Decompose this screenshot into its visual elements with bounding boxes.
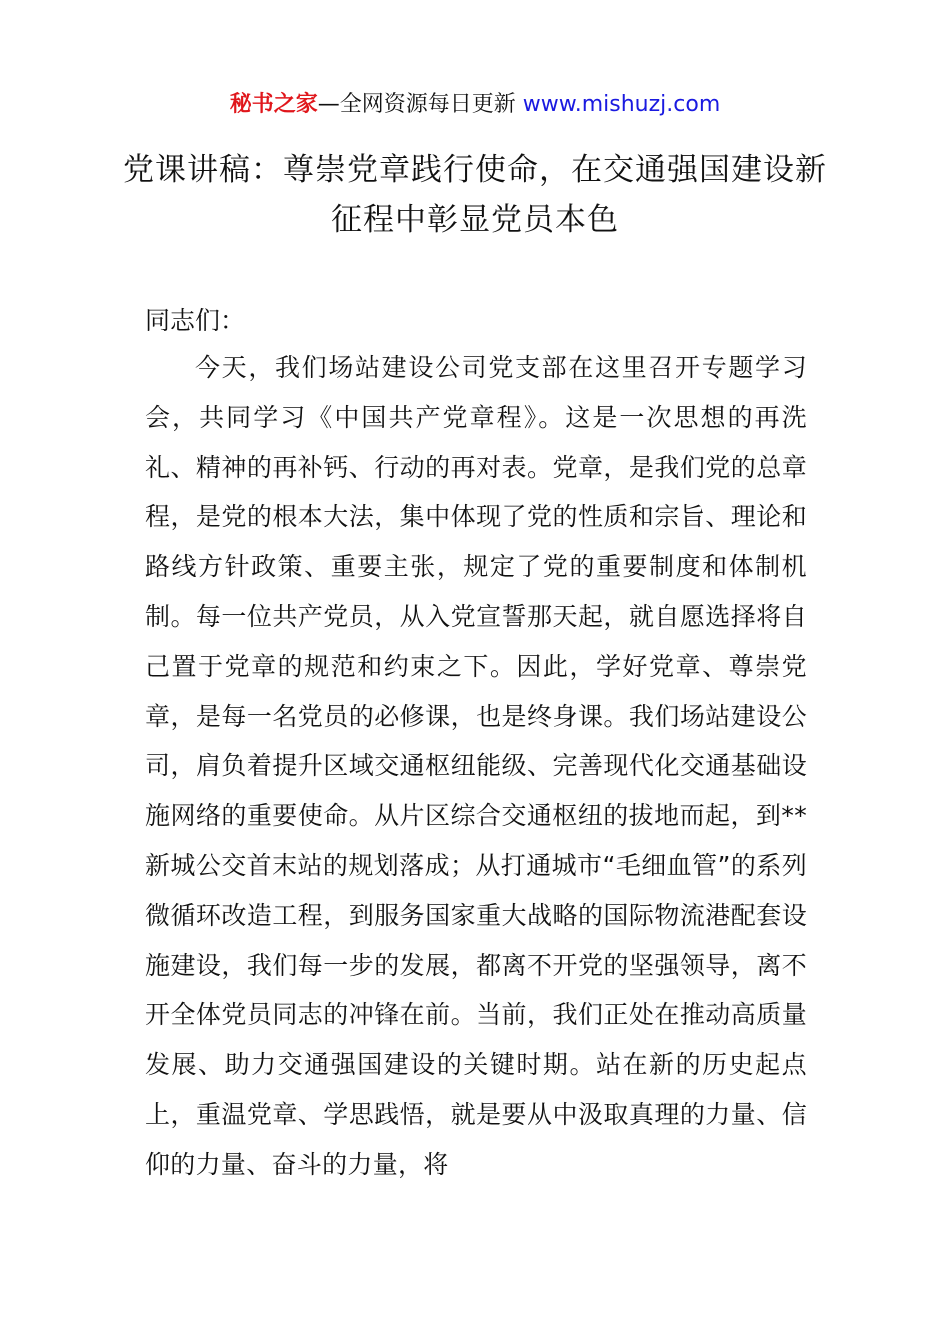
document-title: 党课讲稿：尊崇党章践行使命，在交通强国建设新征程中彰显党员本色	[123, 152, 827, 238]
body-paragraph: 今天，我们场站建设公司党支部在这里召开专题学习会，共同学习《中国共产党章程》。这是一次思想的再洗礼、精神的再补钙、行动的再对表。党章，是我们党的总章程，是党的根本大法，集中体现了党的性质和宗旨、理论和路线方针政策、重要主张，规定了党的重要制度和体制机制。每一位共产党员，从入党宣誓那天起，就自愿选择将自己置于党章的规范和约束之下。因此，学好党章、尊崇党章，是每一名党员的必修课，也是终身课。我们场站建设公司，肩负着提升区域交通枢纽能级、完善现代化交通基础设施网络的重要使命。从片区综合交通枢纽的拔地而起，到**新城公交首末站的规划落成；从打通城市“毛细血管”的系列微循环改造工程，到服务国家重大战略的国际物流港配套设施建设，我们每一步的发展，都离不开党的坚强领导，离不开全体党员同志的冲锋在前。当前，我们正处在推动高质量发展、助力交通强国建设的关键时期。站在新的历史起点上，重温党章、学思践悟，就是要从中汲取真理的力量、信仰的力量、奋斗的力量，将	[145, 353, 807, 1179]
brand-name: 秘书之家	[229, 92, 318, 117]
site-url-link[interactable]: www.mishuzj.com	[522, 92, 721, 117]
header-tagline: —全网资源每日更新	[317, 92, 523, 117]
site-header	[0, 88, 950, 122]
salutation: 同志们：	[145, 306, 246, 335]
